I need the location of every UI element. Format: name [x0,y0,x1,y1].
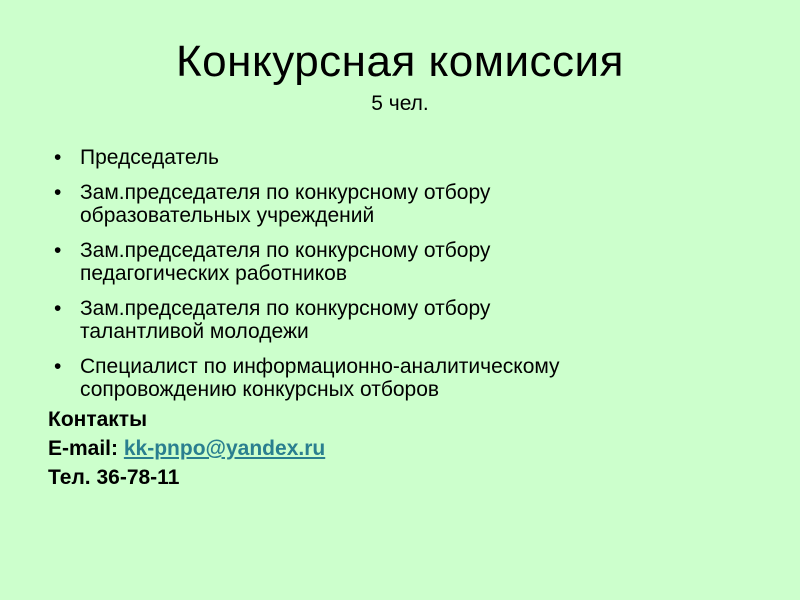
slide-title: Конкурсная комиссия [176,37,624,86]
bullet-icon: • [54,239,62,262]
list-item-text: Специалист по информационно-аналитическому [80,355,560,378]
list-item [54,297,754,343]
email-label: E-mail: [48,437,124,460]
bullet-icon: • [54,355,62,378]
bullet-icon: • [54,181,62,204]
list-item-text-cont: сопровождению конкурсных отборов [80,378,440,401]
list-item [54,355,754,401]
list-item-text: Зам.председателя по конкурсному отбору [80,297,491,320]
email-link[interactable]: kk-pnpo@yandex.ru [123,437,326,460]
bullet-icon: • [54,297,62,320]
bullet-icon: • [54,146,62,169]
phone-line: Тел. 36-78-11 [48,466,180,489]
list-item [54,181,754,227]
email-line [48,434,748,463]
list-item [54,146,754,169]
slide-subtitle: 5 чел. [371,92,429,115]
list-item-text-cont: образовательных учреждений [80,204,375,227]
contacts-block [48,405,748,492]
contacts-heading: Контакты [48,408,148,431]
bullet-list [54,146,754,413]
list-item-text-cont: талантливой молодежи [80,320,309,343]
list-item-text: Зам.председателя по конкурсному отбору [80,239,491,262]
list-item-text-cont: педагогических работников [80,262,347,285]
list-item [54,239,754,285]
list-item-text: Зам.председателя по конкурсному отбору [80,181,491,204]
list-item-text: Председатель [80,146,219,169]
